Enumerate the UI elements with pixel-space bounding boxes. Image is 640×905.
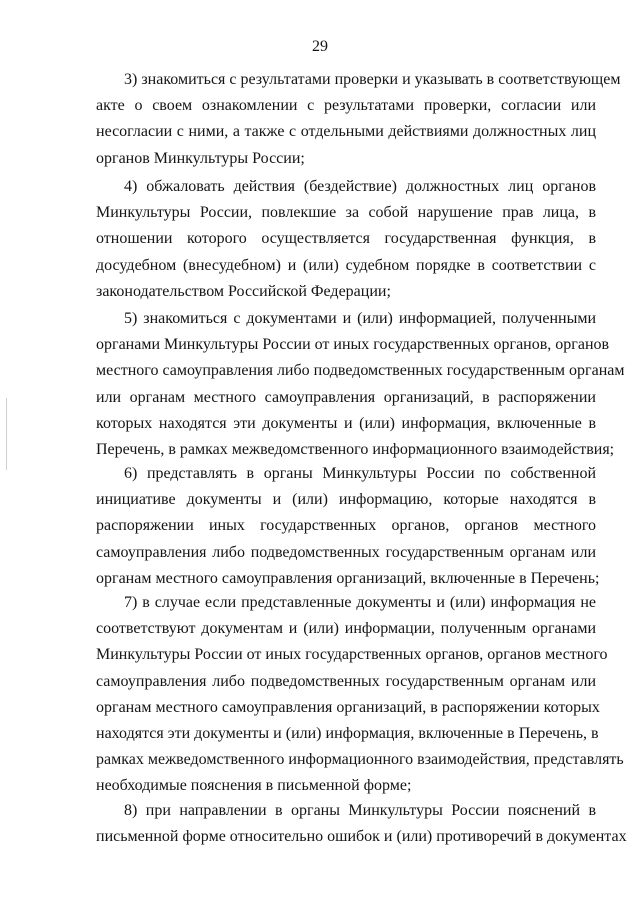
text-line: Минкультуры России, повлекшие за собой нарушение прав лица, в xyxy=(96,204,596,222)
text-line: которых находятся эти документы и (или) информация, включенные в xyxy=(96,414,596,432)
text-line: акте о своем ознакомлении с результатами проверки, согласии или xyxy=(96,97,596,115)
text-line: органам местного самоуправления организаций, в распоряжении которых xyxy=(96,698,600,716)
text-line: необходимые пояснения в письменной форме; xyxy=(96,777,412,795)
text-line: органам местного самоуправления организаций, включенные в Перечень; xyxy=(96,569,600,587)
text-line: 4) обжаловать действия (бездействие) должностных лиц органов xyxy=(124,178,596,195)
text-line: местного самоуправления либо подведомственных государственным органам xyxy=(96,362,625,380)
text-line: законодательством Российской Федерации; xyxy=(96,282,391,300)
text-line: 6) представлять в органы Минкультуры России по собственной xyxy=(124,465,596,482)
text-line: соответствуют документам и (или) информации, полученным органами xyxy=(96,620,596,638)
page-number: 29 xyxy=(312,38,328,55)
text-line: Перечень, в рамках межведомственного информационного взаимодействия; xyxy=(96,440,615,458)
text-line: 7) в случае если представленные документы и (или) информация не xyxy=(124,594,596,611)
text-line: 8) при направлении в органы Минкультуры России пояснений в xyxy=(124,802,596,819)
text-line: самоуправления либо подведомственных государственным органам или xyxy=(96,672,596,690)
paragraph-item-8 xyxy=(96,798,627,850)
scan-edge-mark xyxy=(6,398,7,470)
text-line: отношении которого осуществляется государственная функция, в xyxy=(96,230,596,248)
text-line: несогласии с ними, а также с отдельными действиями должностных лиц xyxy=(96,123,596,141)
text-line: Минкультуры России от иных государственных органов, органов местного xyxy=(96,646,608,664)
text-line: инициативе документы и (или) информацию, которые находятся в xyxy=(96,491,596,509)
text-line: самоуправления либо подведомственных государственным органам или xyxy=(96,543,596,561)
text-line: 3) знакомиться с результатами проверки и указывать в соответствующем xyxy=(124,71,621,88)
text-line: письменной форме относительно ошибок и (или) противоречий в документах xyxy=(96,828,627,846)
paragraph-item-3 xyxy=(96,67,621,172)
text-line: 5) знакомиться с документами и (или) информацией, полученными xyxy=(124,310,596,327)
text-line: распоряжении иных государственных органов, органов местного xyxy=(96,517,596,535)
paragraph-item-7 xyxy=(96,590,624,800)
text-line: органов Минкультуры России; xyxy=(96,149,305,167)
text-line: органами Минкультуры России от иных государственных органов, органов xyxy=(96,336,610,354)
text-line: или органам местного самоуправления организаций, в распоряжении xyxy=(96,388,596,406)
text-line: рамках межведомственного информационного взаимодействия, представлять xyxy=(96,751,624,769)
text-line: досудебном (внесудебном) и (или) судебном порядке в соответствии с xyxy=(96,256,596,274)
paragraph-item-6 xyxy=(96,461,600,592)
text-line: находятся эти документы и (или) информация, включенные в Перечень, в xyxy=(96,724,599,742)
paragraph-item-4 xyxy=(96,174,596,305)
paragraph-item-5 xyxy=(96,306,625,463)
